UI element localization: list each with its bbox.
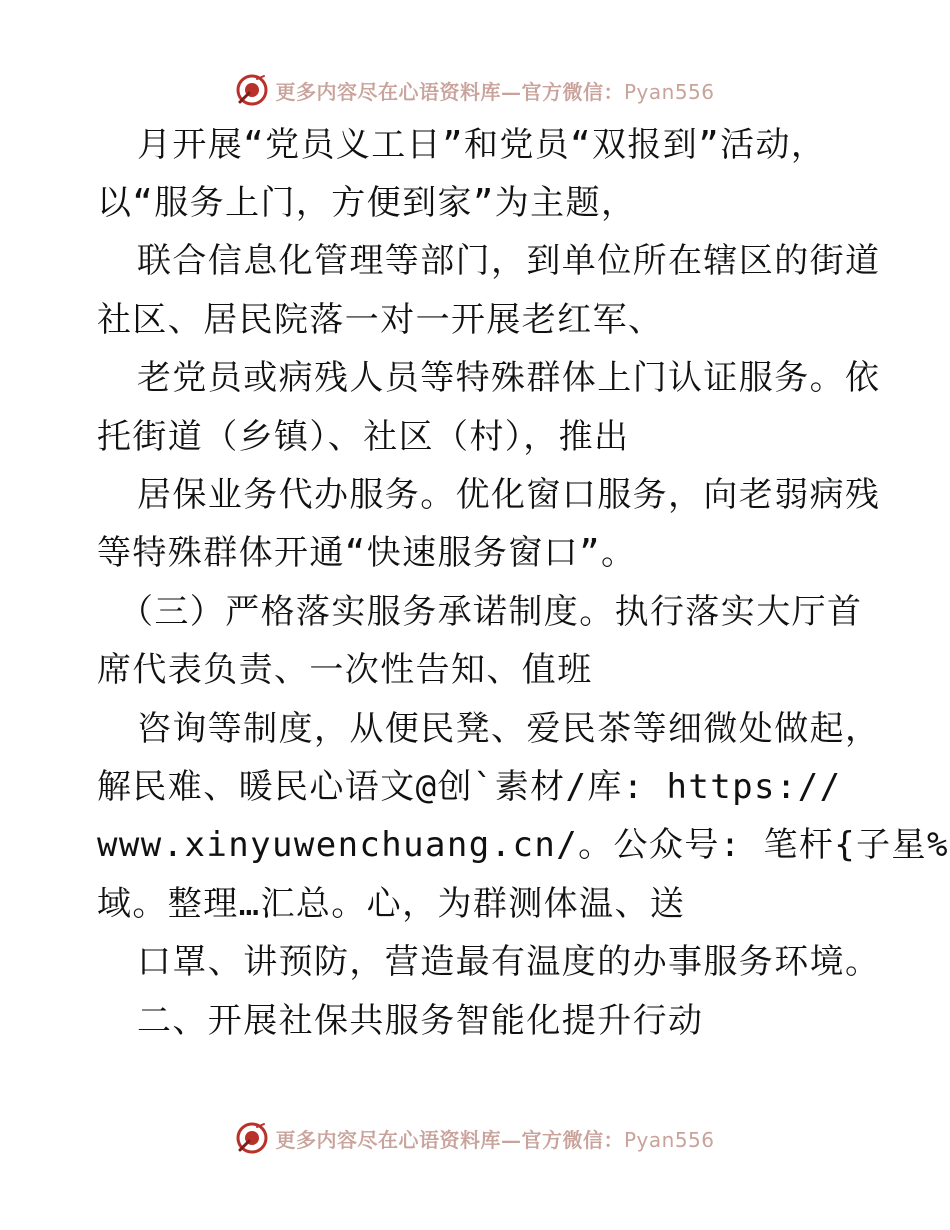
text-line: 席代表负责、一次性告知、值班 (97, 650, 593, 690)
footer-banner-handle: Pyan556 (623, 1127, 715, 1152)
text-line: （三）严格落实服务承诺制度。执行落实大厅首 (119, 592, 863, 632)
text-line: 老党员或病残人员等特殊群体上门认证服务。依 (137, 358, 881, 398)
text-line: 解民难、暖民心语文@创`素材/库: https:// (97, 767, 842, 807)
text-line: 口罩、讲预防，营造最有温度的办事服务环境。 (137, 942, 881, 982)
text-line: 托街道（乡镇）、社区（村），推出 (97, 417, 630, 457)
header-banner-text: 更多内容尽在心语资料库—官方微信：Pyan556 (275, 79, 715, 104)
text-line: 二、开展社保共服务智能化提升行动 (137, 1001, 704, 1041)
text-line: 等特殊群体开通“快速服务窗口”。 (97, 533, 637, 573)
text-line: 以“服务上门，方便到家”为主题， (97, 183, 637, 223)
text-line: 联合信息化管理等部门，到单位所在辖区的街道 (137, 241, 881, 281)
text-line: 社区、居民院落一对一开展老红军、 (97, 300, 664, 340)
text-line: 月开展“党员义工日”和党员“双报到”活动， (137, 125, 827, 165)
header-banner (0, 70, 950, 110)
text-line: www.xinyuwenchuang.cn/。公众号: 笔杆{子星% (97, 825, 949, 865)
red-circle-logo-icon (235, 1121, 269, 1155)
header-banner-handle: Pyan556 (623, 79, 715, 104)
text-line: 咨询等制度，从便民凳、爱民茶等细微处做起， (137, 709, 881, 749)
red-circle-logo-icon (235, 73, 269, 107)
footer-banner (0, 1118, 950, 1158)
text-line: 域。整理…汇总。心，为群测体温、送 (97, 884, 686, 924)
footer-banner-text: 更多内容尽在心语资料库—官方微信：Pyan556 (275, 1127, 715, 1152)
text-line: 居保业务代办服务。优化窗口服务，向老弱病残 (137, 475, 881, 515)
